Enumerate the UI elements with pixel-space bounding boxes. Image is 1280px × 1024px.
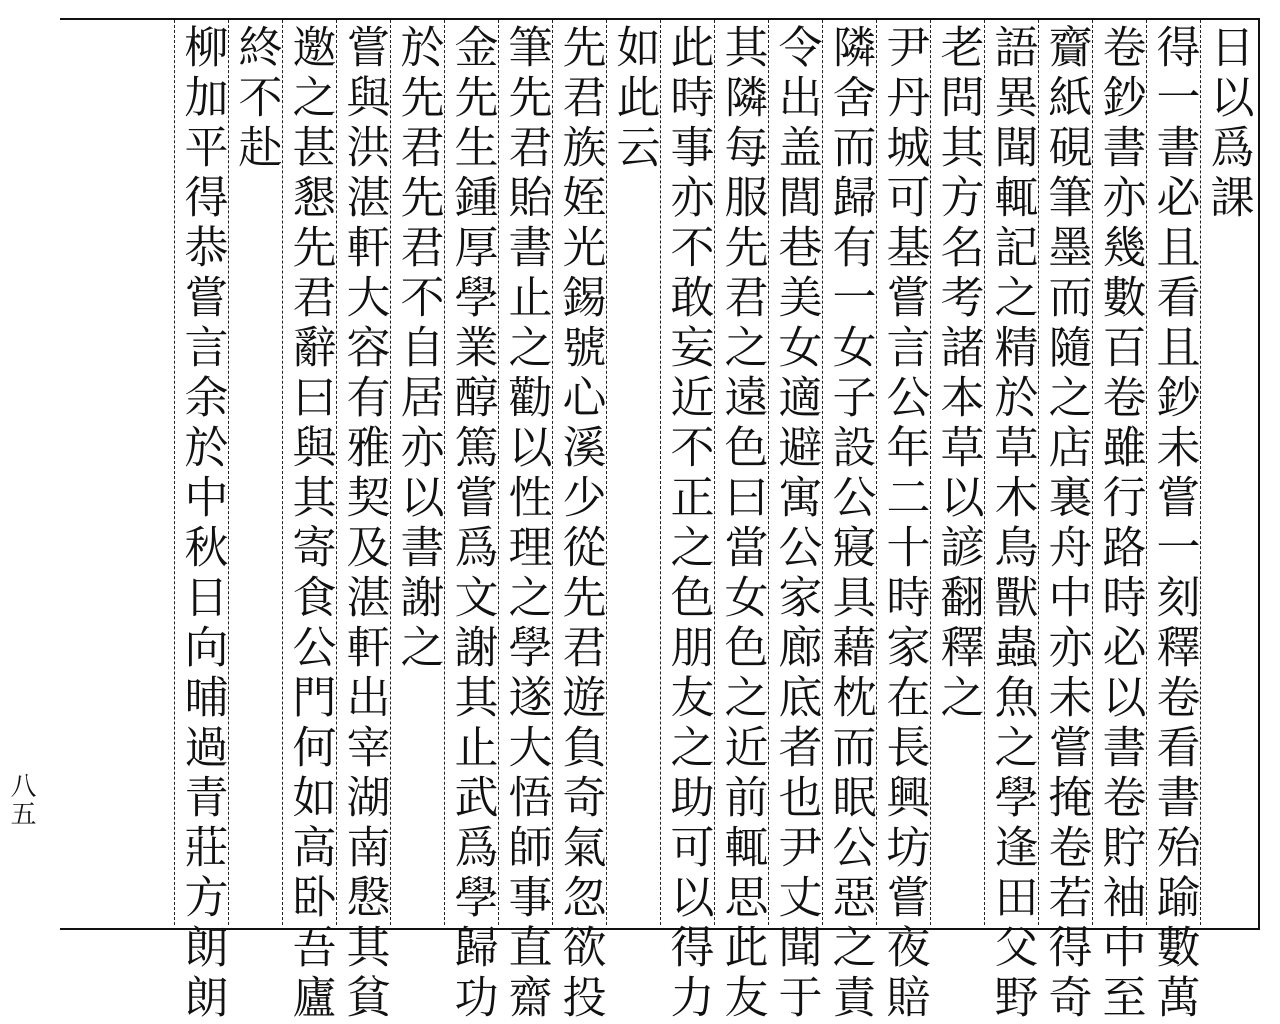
text-column xyxy=(390,20,444,925)
column-text: 筆先君貽書止之勸以性理之學遂大悟師事直齋 xyxy=(500,24,552,1024)
column-text: 卷鈔書亦幾數百卷雖行路時必以書卷貯袖中至 xyxy=(1094,24,1146,1024)
text-column xyxy=(1092,20,1146,1024)
text-column xyxy=(552,20,606,1024)
column-text: 得一書必且看且鈔未嘗一刻釋卷看書殆踰數萬 xyxy=(1148,24,1200,1024)
text-column xyxy=(714,20,768,1024)
column-text: 於先君先君不自居亦以書謝之 xyxy=(392,24,444,674)
text-column xyxy=(174,20,228,1024)
column-text: 語異聞輒記之精於草木鳥獸蟲魚之學逢田父野 xyxy=(986,24,1038,1024)
text-column xyxy=(1038,20,1092,1024)
column-text: 老問其方名考諸本草以諺翻釋之 xyxy=(932,24,984,724)
column-text: 邀之甚懇先君辭曰與其寄食公門何如高卧吾廬 xyxy=(284,24,336,1024)
text-column xyxy=(282,20,336,1024)
text-column xyxy=(606,20,660,925)
text-column xyxy=(822,20,876,1024)
column-text: 尹丹城可基嘗言公年二十時家在長興坊嘗夜賠 xyxy=(878,24,930,1024)
column-text: 金先生鍾厚學業醇篤嘗爲文謝其止武爲學歸功 xyxy=(446,24,498,1024)
text-column xyxy=(498,20,552,1024)
column-text: 嘗與洪湛軒大容有雅契及湛軒出宰湖南慇其貧 xyxy=(338,24,390,1024)
text-column xyxy=(660,20,714,1024)
text-column xyxy=(930,20,984,925)
column-text: 如此云 xyxy=(608,24,660,174)
column-text: 齎紙硯筆墨而隨之店裏舟中亦未嘗掩卷若得奇 xyxy=(1040,24,1092,1024)
text-column xyxy=(336,20,390,1024)
column-text: 其隣每服先君之遠色曰當女色之近前輒思此友 xyxy=(716,24,768,1024)
column-text: 柳加平得恭嘗言余於中秋日向晡過青莊方朗朗 xyxy=(176,24,228,1024)
frame-right-rule xyxy=(1258,18,1260,928)
column-text: 令出盖閭巷美女適避寓公家廊底者也尹丈聞于 xyxy=(770,24,822,1024)
text-column xyxy=(876,20,930,1024)
text-column xyxy=(228,20,282,925)
column-text: 日以爲課 xyxy=(1202,24,1254,224)
text-column xyxy=(1146,20,1200,1024)
text-column xyxy=(768,20,822,1024)
text-column xyxy=(444,20,498,1024)
text-column xyxy=(1200,20,1254,925)
column-text: 此時事亦不敢妄近不正之色朋友之助可以得力 xyxy=(662,24,714,1024)
column-text: 先君族姪光錫號心溪少從先君遊負奇氣忽欲投 xyxy=(554,24,606,1024)
page-number: 八五 xyxy=(6,772,36,828)
column-text: 終不赴 xyxy=(230,24,282,174)
text-column xyxy=(984,20,1038,1024)
text-columns xyxy=(66,20,1254,1024)
column-text: 隣舍而歸有一女子設公寢具藉枕而眠公惡之責 xyxy=(824,24,876,1024)
